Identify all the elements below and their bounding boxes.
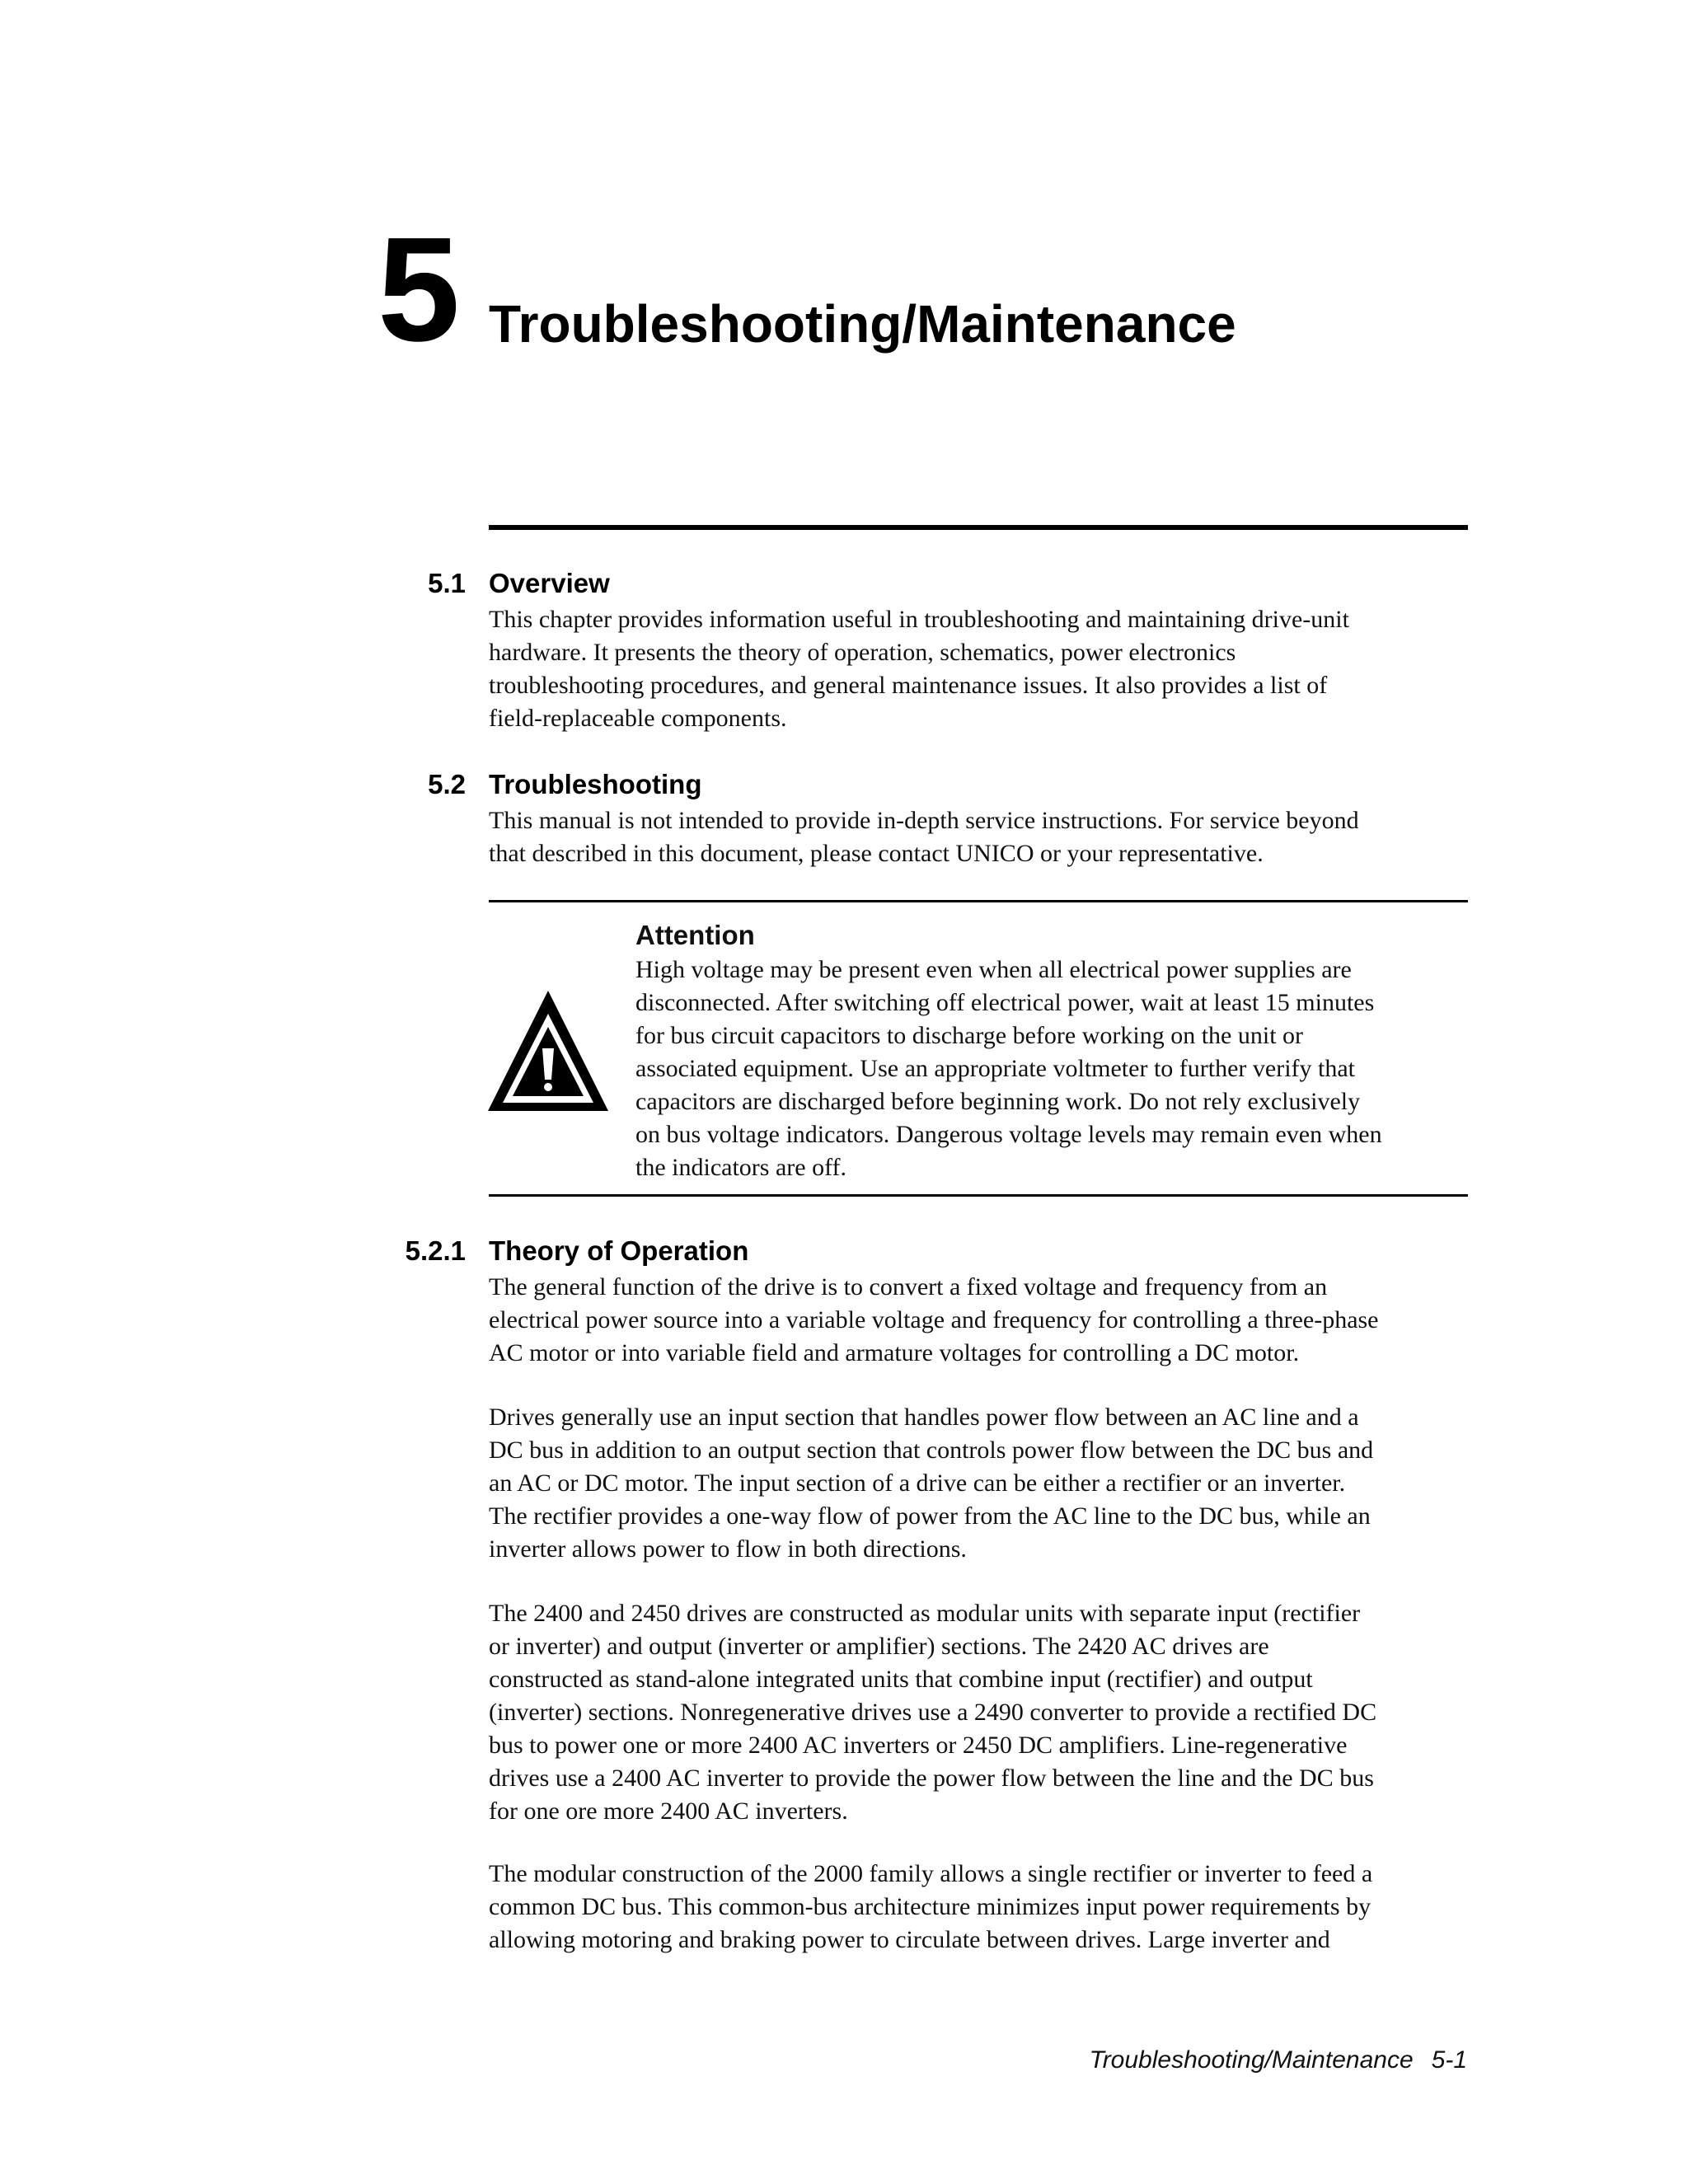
section-title: Troubleshooting bbox=[489, 769, 702, 799]
section-title: Overview bbox=[489, 568, 610, 598]
attention-bottom-rule bbox=[489, 1194, 1468, 1197]
theory-paragraph-3: The 2400 and 2450 drives are constructed as modular units with separate input (rectifier or inverter) and output (inverter or amplifier) sections. The 2420 AC drives are constructed as stand-alone integrated units that combine input (rectifier) and output (inverter) sections. Nonregenerative drives use a 2490 converter to provide a rectified DC bus to power one or more 2400 AC inverters or 2450 DC amplifiers. Line-regenerative drives use a 2400 AC inverter to provide the power flow between the line and the DC bus for one ore more 2400 AC inverters. bbox=[489, 1600, 1377, 1825]
overview-paragraph: This chapter provides information useful in troubleshooting and maintaining drive-unit hardware. It presents the theory of operation, schematics, power electronics troubleshooting procedures, and general maintenance issues. It also provides a list of field-replaceable components. bbox=[489, 606, 1349, 732]
section-number: 5.2.1 bbox=[405, 1235, 466, 1266]
theory-paragraph-1: The general function of the drive is to convert a fixed voltage and frequency from an electrical power source into a variable voltage and frequency for controlling a three-phase AC motor or into variable field and armature voltages for controlling a DC motor. bbox=[489, 1273, 1379, 1366]
footer-title: Troubleshooting/Maintenance bbox=[1089, 2046, 1414, 2074]
attention-top-rule bbox=[489, 900, 1468, 902]
section-divider bbox=[489, 525, 1468, 530]
section-title: Theory of Operation bbox=[489, 1235, 749, 1266]
chapter-title: Troubleshooting/Maintenance bbox=[489, 294, 1236, 354]
warning-triangle-icon bbox=[488, 991, 608, 1111]
troubleshooting-paragraph: This manual is not intended to provide in-depth service instructions. For service beyond that described in this document, please contact UNICO or your representative. bbox=[489, 807, 1359, 867]
attention-title: Attention bbox=[635, 920, 755, 950]
theory-paragraph-4: The modular construction of the 2000 family allows a single rectifier or inverter to feed a common DC bus. This common-bus architecture minimizes input power requirements by allowing motoring and braking power to circulate between drives. Large inverter and bbox=[489, 1860, 1373, 1953]
theory-paragraph-2: Drives generally use an input section that handles power flow between an AC line and a DC bus in addition to an output section that controls power flow between the DC bus and an AC or DC motor. The input section of a drive can be either a rectifier or an inverter. The rectifier provides a one-way flow of power from the AC line to the DC bus, while an inverter allows power to flow in both directions. bbox=[489, 1404, 1374, 1563]
section-number: 5.2 bbox=[428, 769, 466, 799]
chapter-number: 5 bbox=[377, 207, 457, 373]
page-number: 5-1 bbox=[1431, 2046, 1467, 2074]
attention-text: High voltage may be present even when all electrical power supplies are disconnected. After switching off electrical power, wait at least 15 minutes for bus circuit capacitors to discharge before working on the unit or associated equipment. Use an appropriate voltmeter to further verify that capacitors are discharged before beginning work. Do not rely exclusively on bus voltage indicators. Dangerous voltage levels may remain even when the indicators are off. bbox=[635, 956, 1382, 1181]
page-footer bbox=[1090, 2044, 1467, 2077]
section-number: 5.1 bbox=[428, 568, 466, 598]
